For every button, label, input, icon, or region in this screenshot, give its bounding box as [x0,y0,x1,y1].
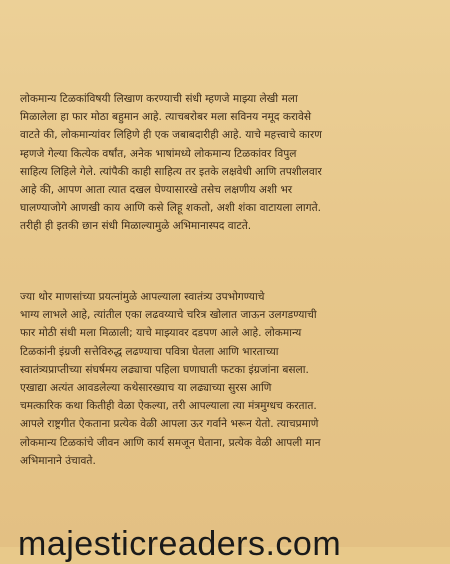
text-line: फार मोठी संधी मला मिळाली; याचे माझ्यावर दडपण आले आहे. लोकमान्य [20,327,302,340]
watermark: majesticreaders.com [18,525,342,563]
text-line: स्वातंत्र्यप्राप्तीच्या संघर्षमय लढ्याचा पहिला घणाघाती फटका इंग्रजांना बसला. [20,363,309,376]
text-line: घालण्याजोगे आणखी काय आणि कसे लिहू शकतो, अशी शंका वाटायला लागते. [20,202,322,215]
text-line: वाटते की, लोकमान्यांवर लिहिणे ही एक जबाबदारीही आहे. याचे महत्त्वाचे कारण [20,129,322,142]
text-line: लोकमान्य टिळकांविषयी लिखाण करण्याची संधी म्हणजे माझ्या लेखी मला [20,93,298,105]
text-line: टिळकांनी इंग्रजी सत्तेविरुद्ध लढण्याचा पवित्रा घेतला आणि भारताच्या [20,345,279,358]
text-line: आहे की, आपण आता त्यात दखल घेण्यासारखे तसेच लक्षणीय अशी भर [20,184,293,197]
text-line: भाग्य लाभले आहे, त्यांतील एका लढवय्याचे चरित्र खोलात जाऊन उलगडण्याची [20,309,317,322]
paragraph-2 [20,288,434,470]
text-line: तरीही ही इतकी छान संधी मिळाल्यामुळे अभिमानास्पद वाटते. [20,220,252,233]
text-line: एखाद्या अत्यंत आवडलेल्या कथेसारख्याच या लढ्याच्या सुरस आणि [20,382,272,395]
text-line: लोकमान्य टिळकांचे जीवन आणि कार्य समजून घेताना, प्रत्येक वेळी आपली मान [20,436,321,449]
paragraph-1 [20,90,434,236]
text-line: ज्या थोर माणसांच्या प्रयत्नांमुळे आपल्याला स्वातंत्र्य उपभोगण्याचे [20,291,265,303]
text-line: म्हणजे गेल्या कित्येक वर्षांत, अनेक भाषांमध्ये लोकमान्य टिळकांवर विपुल [20,147,297,160]
text-line: चमत्कारिक कथा कितीही वेळा ऐकल्या, तरी आपल्याला त्या मंत्रमुग्धच करतात. [20,400,317,413]
text-line: साहित्य लिहिले गेले. त्यांपैकी काही साहित्य तर इतके लक्षवेधी आणि तपशीलवार [20,165,322,178]
text-line: मिळालेला हा फार मोठा बहुमान आहे. त्याचबरोबर मला सविनय नमूद करावेसे [20,111,312,124]
text-line: आपले राष्ट्रगीत ऐकताना प्रत्येक वेळी आपला ऊर गर्वाने भरून येतो. त्याचप्रमाणे [20,418,319,431]
text-line: अभिमानाने उंचावते. [20,454,96,467]
